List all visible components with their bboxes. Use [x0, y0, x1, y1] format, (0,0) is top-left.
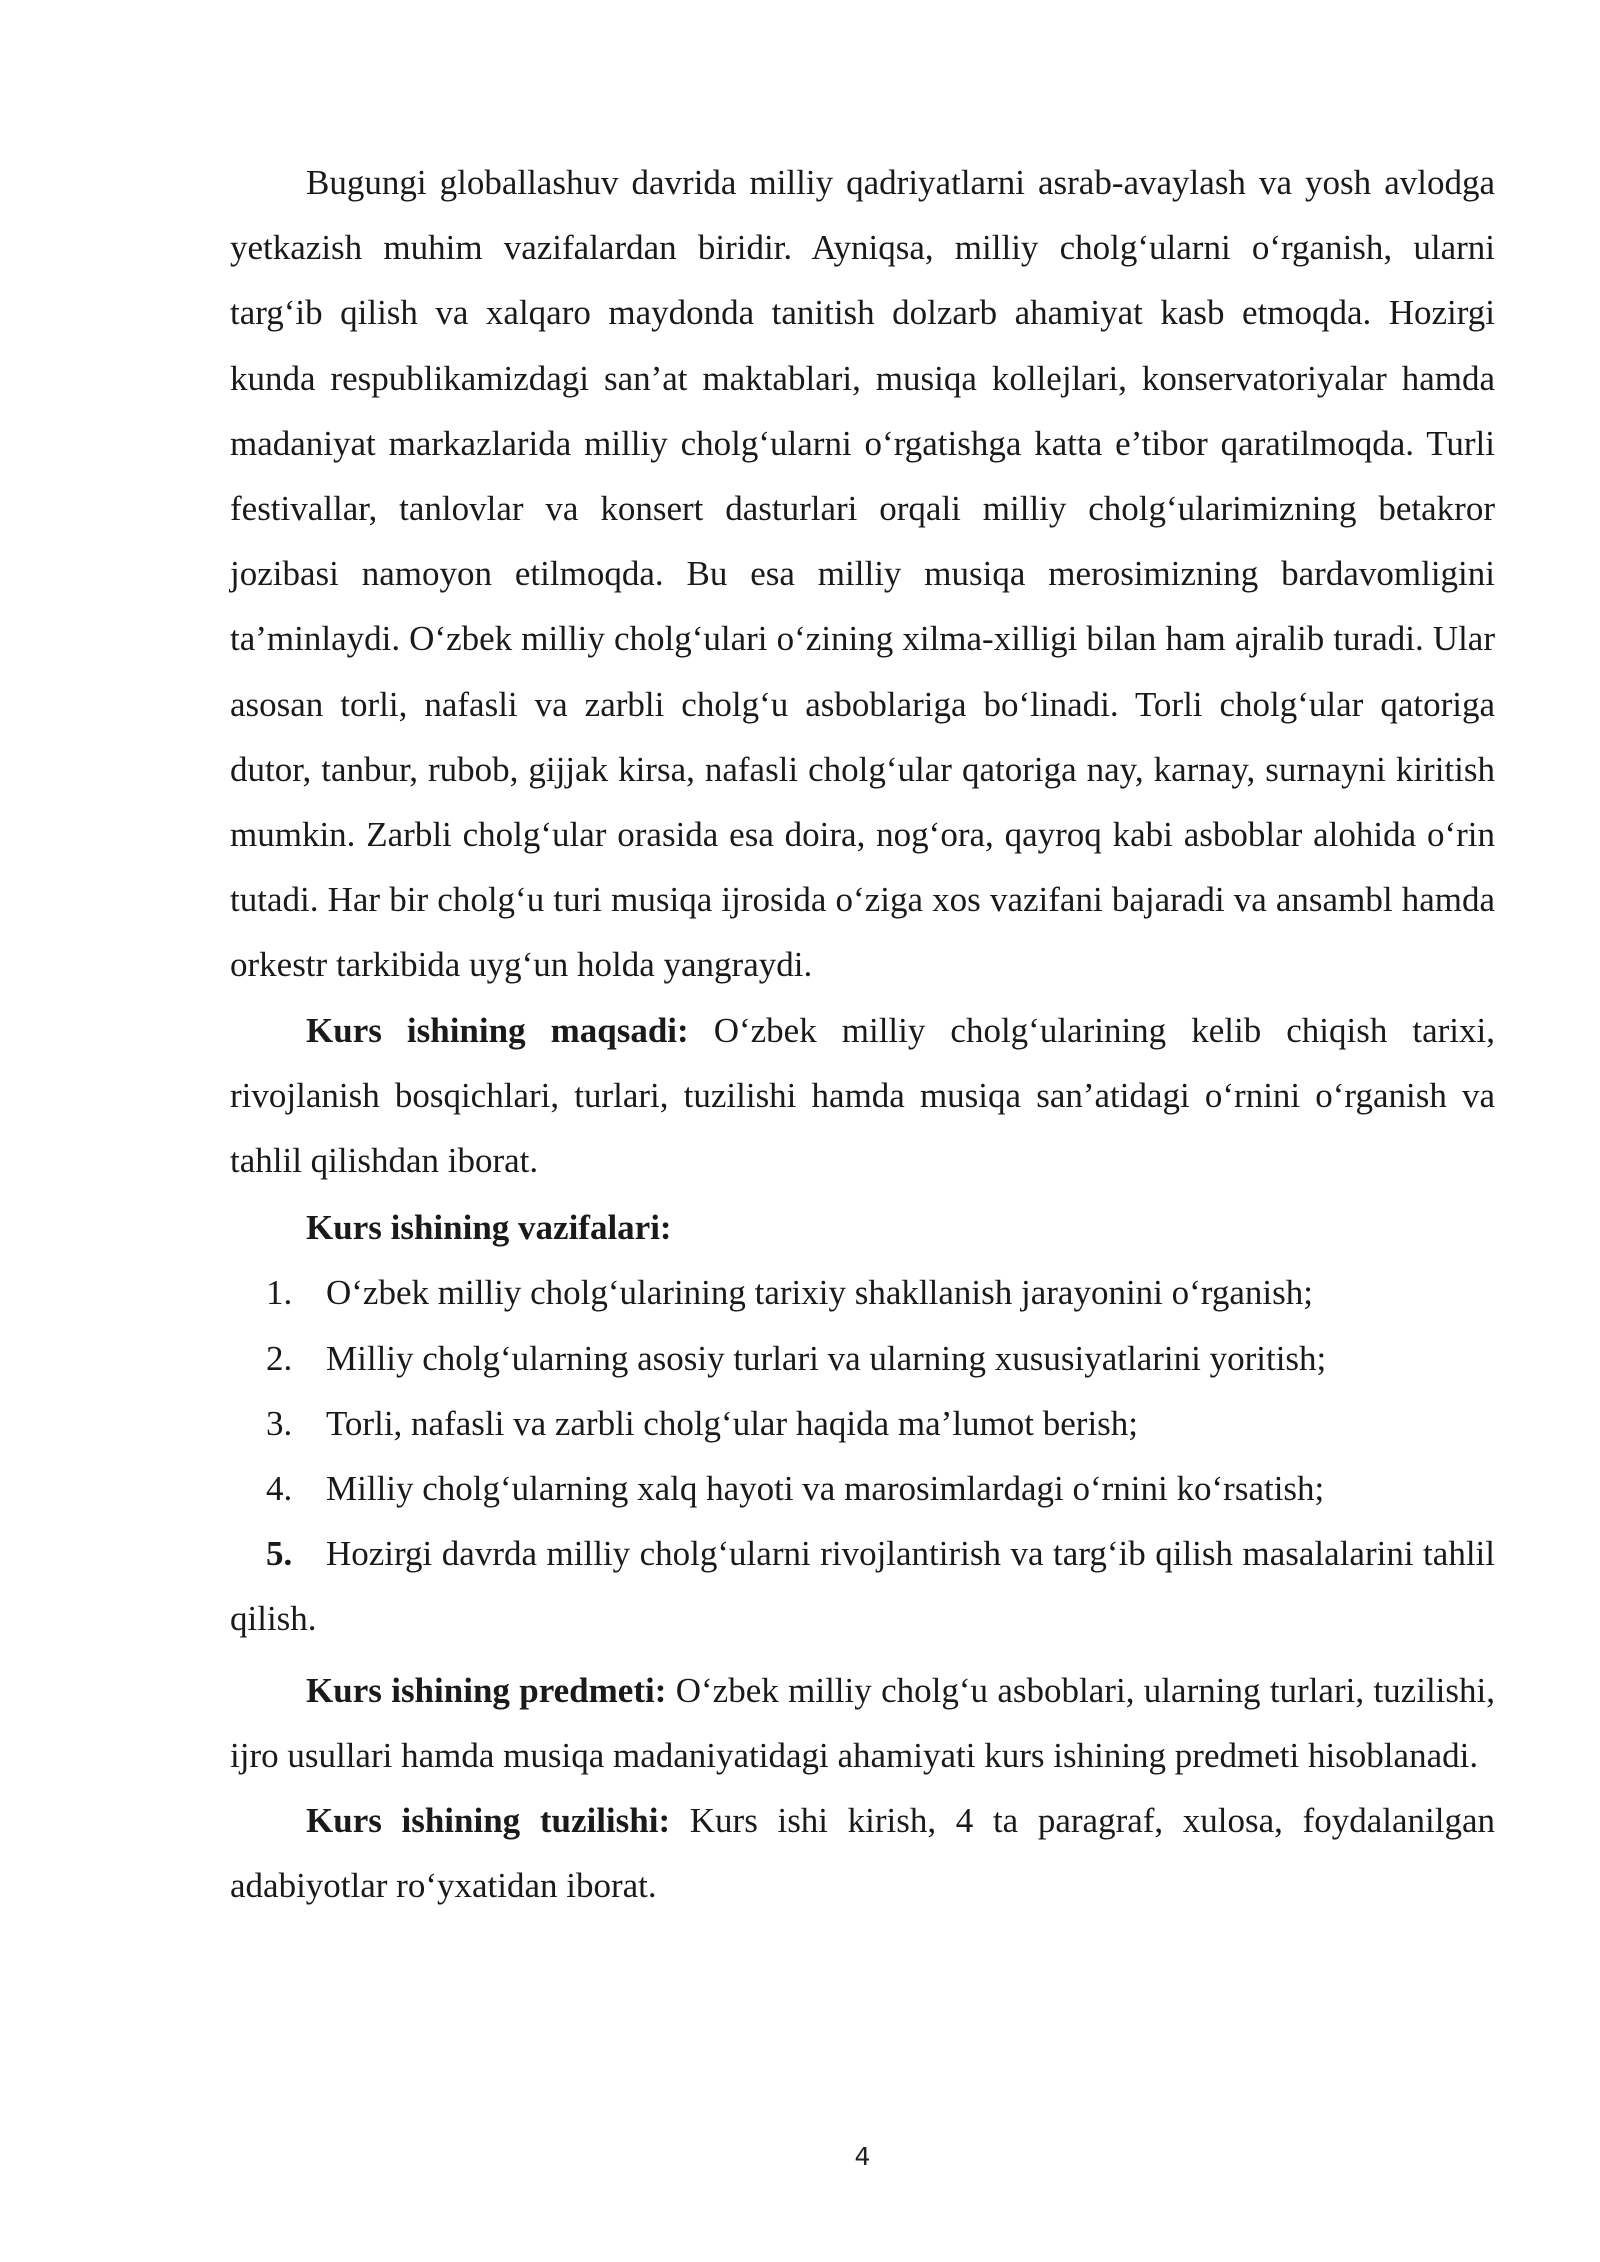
structure-label: Kurs ishining tuzilishi: [306, 1801, 671, 1841]
list-item-number: 3. [266, 1403, 293, 1443]
purpose-text: O‘zbek milliy cholg‘ularining kelib chiqish tarixi, rivojlanish bosqichlari, turlari, tuzilishi hamda musiqa san’atidagi o‘rnini o‘rganish va tahlil qilishdan iborat. [230, 1010, 1495, 1181]
list-item-number: 4. [266, 1469, 293, 1509]
subject-label: Kurs ishining predmeti: [306, 1670, 667, 1710]
list-item-number: 1. [266, 1273, 293, 1313]
list-item-text: Milliy cholg‘ularning xalq hayoti va marosimlardagi o‘rnini ko‘rsatish; [326, 1469, 1325, 1509]
list-item [230, 1391, 1495, 1456]
page-number: 4 [854, 2142, 871, 2171]
intro-paragraph: Bugungi globallashuv davrida milliy qadriyatlarni asrab-avaylash va yosh avlodga yetkazish muhim vazifalardan biridir. Ayniqsa, milliy cholg‘ularni o‘rganish, ularni targ‘ib qilish va xalqaro maydonda tanitish dolzarb ahamiyat kasb etmoqda. Hozirgi kunda respublikamizdagi san’at maktablari, musiqa kollejlari, konservatoriyalar hamda madaniyat markazlarida milliy cholg‘ularni o‘rgatishga katta e’tibor qaratilmoqda. Turli festivallar, tanlovlar va konsert dasturlari orqali milliy cholg‘ularimizning betakror jozibasi namoyon etilmoqda. Bu esa milliy musiqa merosimizning bardavomligini ta’minlaydi. O‘zbek milliy cholg‘ulari o‘zining xilma-xilligi bilan ham ajralib turadi. Ular asosan torli, nafasli va zarbli cholg‘u asboblariga bo‘linadi. Torli cholg‘ular qatoriga dutor, tanbur, rubob, gijjak kirsa, nafasli cholg‘ular qatoriga nay, karnay, surnayni kiritish mumkin. Zarbli cholg‘ular orasida esa doira, nog‘ora, qayroq kabi asboblar alohida o‘rin tutadi. Har bir cholg‘u turi musiqa ijrosida o‘ziga xos vazifani bajaradi va ansambl hamda orkestr tarkibida uyg‘un holda yangraydi. [230, 163, 1495, 985]
structure-paragraph [230, 1788, 1495, 1918]
purpose-label: Kurs ishining maqsadi: [306, 1010, 689, 1050]
subject-paragraph [230, 1658, 1495, 1788]
list-item [230, 1521, 1495, 1651]
tasks-list [230, 1260, 1495, 1651]
list-item-text: Hozirgi davrda milliy cholg‘ularni rivojlantirish va targ‘ib qilish masalalarini tahlil qilish. [230, 1534, 1495, 1639]
list-item [230, 1456, 1495, 1521]
list-item-number: 5. [266, 1534, 293, 1574]
document-page [230, 150, 1495, 1918]
tasks-heading: Kurs ishining vazifalari: [306, 1208, 672, 1248]
list-item-text: Milliy cholg‘ularning asosiy turlari va ularning xususiyatlarini yoritish; [326, 1338, 1327, 1378]
list-item [230, 1260, 1495, 1325]
structure-text: Kurs ishi kirish, 4 ta paragraf, xulosa, foydalanilgan adabiyotlar ro‘yxatidan iborat. [230, 1801, 1496, 1906]
list-item-text: O‘zbek milliy cholg‘ularining tarixiy shakllanish jarayonini o‘rganish; [326, 1273, 1313, 1313]
list-item [230, 1326, 1495, 1391]
list-item-text: Torli, nafasli va zarbli cholg‘ular haqida ma’lumot berish; [326, 1403, 1139, 1443]
subject-text: O‘zbek milliy cholg‘u asboblari, ularning turlari, tuzilishi, ijro usullari hamda musiqa madaniyatidagi ahamiyati kurs ishining predmeti hisoblanadi. [230, 1670, 1495, 1775]
purpose-paragraph [230, 998, 1495, 1194]
list-item-number: 2. [266, 1338, 293, 1378]
